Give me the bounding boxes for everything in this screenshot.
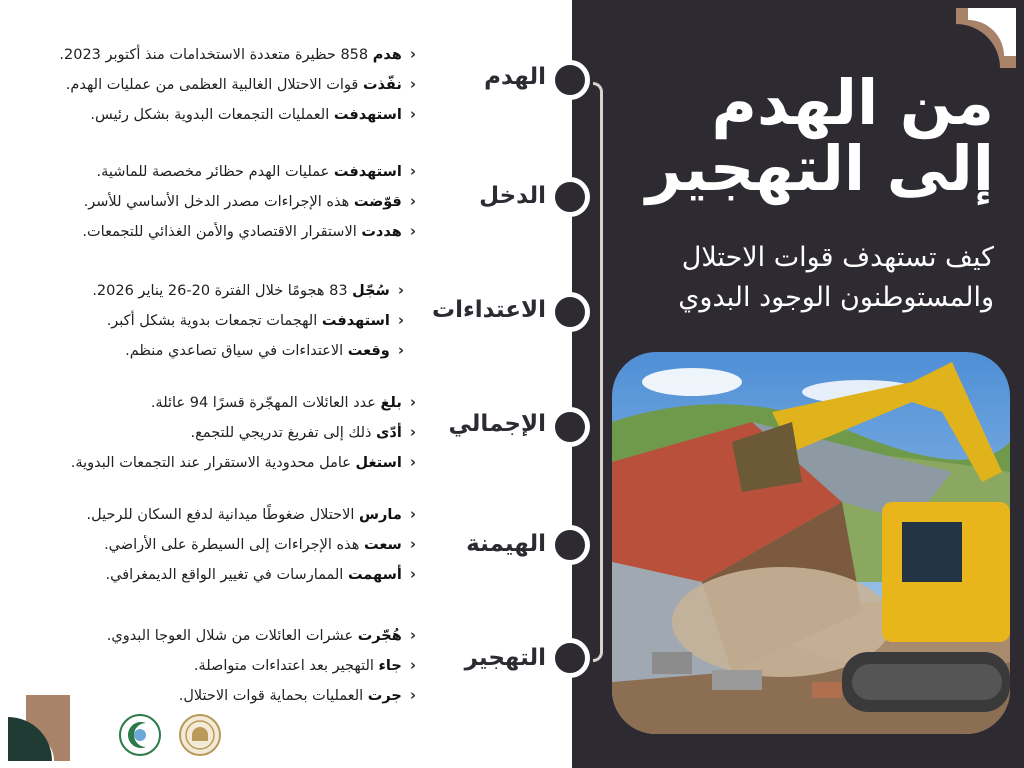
excavator-demolition-photo	[612, 352, 1010, 734]
section-label-total: الإجمالي	[448, 411, 546, 437]
subtitle-line-2: والمستوطنون الوجود البدوي	[678, 282, 994, 313]
chevron-left-icon: ‹	[409, 423, 416, 441]
bullet-list-income	[6, 157, 416, 247]
chevron-left-icon: ‹	[409, 162, 416, 180]
list-item: ‹هددت الاستقرار الاقتصادي والأمن الغذائي للتجمعات.	[6, 217, 416, 247]
organization-logo-icon	[118, 713, 162, 757]
list-item: ‹أسهمت الممارسات في تغيير الواقع الديمغرافي.	[6, 560, 416, 590]
chevron-left-icon: ‹	[397, 311, 404, 329]
section-label-displacement: التهجير	[464, 645, 546, 671]
list-item: ‹جاء التهجير بعد اعتداءات متواصلة.	[6, 651, 416, 681]
title-line-2: إلى التهجير	[645, 132, 994, 205]
list-item: ‹هدم 858 حظيرة متعددة الاستخدامات منذ أكتوبر 2023.	[6, 40, 416, 70]
chevron-left-icon: ‹	[409, 105, 416, 123]
corner-arc-icon	[8, 695, 70, 761]
list-item: ‹أدّى ذلك إلى تفريغ تدريجي للتجمع.	[6, 418, 416, 448]
chevron-left-icon: ‹	[409, 565, 416, 583]
timeline-line	[593, 82, 603, 662]
section-label-attacks: الاعتداءات	[431, 297, 546, 323]
chevron-left-icon: ‹	[409, 222, 416, 240]
section-label-dominance: الهيمنة	[466, 531, 546, 557]
chevron-left-icon: ‹	[409, 393, 416, 411]
list-item: ‹وقعت الاعتداءات في سياق تصاعدي منظم.	[0, 336, 404, 366]
chevron-left-icon: ‹	[409, 505, 416, 523]
list-item: ‹نفّذت قوات الاحتلال الغالبية العظمى من عمليات الهدم.	[6, 70, 416, 100]
page-title	[594, 66, 994, 205]
chevron-left-icon: ‹	[409, 686, 416, 704]
chevron-left-icon: ‹	[409, 192, 416, 210]
list-item: ‹بلغ عدد العائلات المهجّرة قسرًا 94 عائلة.	[6, 388, 416, 418]
chevron-left-icon: ‹	[409, 75, 416, 93]
section-label-demolition: الهدم	[484, 64, 546, 90]
seal-logo-icon	[178, 713, 222, 757]
chevron-left-icon: ‹	[409, 626, 416, 644]
list-item: ‹استهدفت عمليات الهدم حظائر مخصصة للماشية.	[6, 157, 416, 187]
timeline-node	[550, 638, 590, 678]
timeline-node	[550, 177, 590, 217]
chevron-left-icon: ‹	[409, 45, 416, 63]
timeline-node	[550, 407, 590, 447]
chevron-left-icon: ‹	[409, 535, 416, 553]
chevron-left-icon: ‹	[409, 656, 416, 674]
timeline-node	[550, 525, 590, 565]
subtitle-line-1: كيف تستهدف قوات الاحتلال	[681, 242, 994, 273]
list-item: ‹استهدفت الهجمات تجمعات بدوية بشكل أكبر.	[0, 306, 404, 336]
timeline-node	[550, 60, 590, 100]
list-item: ‹مارس الاحتلال ضغوطًا ميدانية لدفع السكان للرحيل.	[6, 500, 416, 530]
page-subtitle	[584, 238, 994, 318]
corner-arc-icon	[956, 8, 1016, 68]
list-item: ‹جرت العمليات بحماية قوات الاحتلال.	[6, 681, 416, 711]
list-item: ‹هُجّرت عشرات العائلات من شلال العوجا البدوي.	[6, 621, 416, 651]
list-item: ‹استغل عامل محدودية الاستقرار عند التجمعات البدوية.	[6, 448, 416, 478]
list-item: ‹قوّضت هذه الإجراءات مصدر الدخل الأساسي للأسر.	[6, 187, 416, 217]
list-item: ‹سعت هذه الإجراءات إلى السيطرة على الأراضي.	[6, 530, 416, 560]
chevron-left-icon: ‹	[409, 453, 416, 471]
section-label-income: الدخل	[479, 183, 546, 209]
bullet-list-demolition	[6, 40, 416, 130]
bullet-list-dominance	[6, 500, 416, 590]
list-item: ‹سُجّل 83 هجومًا خلال الفترة 20-26 يناير 2026.	[0, 276, 404, 306]
chevron-left-icon: ‹	[397, 281, 404, 299]
chevron-left-icon: ‹	[397, 341, 404, 359]
timeline-node	[550, 292, 590, 332]
bullet-list-attacks	[0, 276, 404, 366]
bullet-list-total	[6, 388, 416, 478]
list-item: ‹استهدفت العمليات التجمعات البدوية بشكل رئيس.	[6, 100, 416, 130]
title-line-1: من الهدم	[711, 66, 994, 139]
